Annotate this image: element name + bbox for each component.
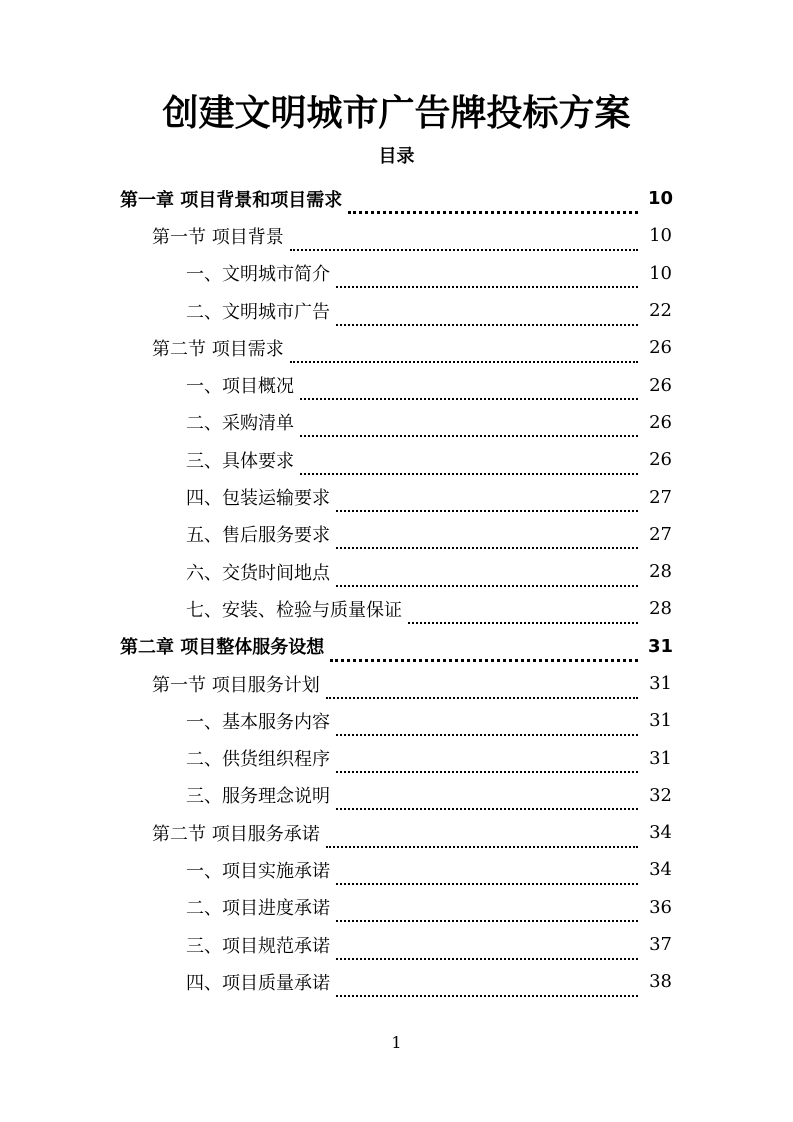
toc-entry-chapter[interactable] [0, 180, 793, 217]
toc-entry-page-number: 28 [649, 598, 672, 620]
toc-entry-item[interactable] [0, 590, 793, 627]
toc-entry-page-number: 36 [649, 896, 672, 918]
toc-entry-label: 第一节 项目背景 [152, 223, 288, 249]
toc-entry-page-number: 26 [649, 411, 672, 433]
toc-leader-dots [336, 900, 638, 922]
toc-entry-page-number: 26 [649, 449, 672, 471]
toc-leader-dots [348, 191, 638, 214]
toc-entry-label: 四、包装运输要求 [186, 484, 334, 510]
toc-entry-section[interactable] [0, 665, 793, 702]
toc-leader-dots [336, 975, 638, 997]
toc-entry-label: 四、项目质量承诺 [186, 969, 334, 995]
toc-entry-page-number: 10 [649, 225, 672, 247]
toc-entry-label: 五、售后服务要求 [186, 521, 334, 547]
toc-leader-dots [336, 938, 638, 960]
toc-leader-dots [330, 639, 638, 662]
toc-entry-item[interactable] [0, 516, 793, 553]
toc-leader-dots [336, 714, 638, 736]
toc-leader-dots [300, 378, 638, 400]
toc-entry-page-number: 27 [649, 486, 672, 508]
toc-leader-dots [336, 266, 638, 288]
toc-entry-item[interactable] [0, 441, 793, 478]
toc-entry-page-number: 22 [649, 300, 672, 322]
toc-entry-item[interactable] [0, 963, 793, 1000]
toc-entry-label: 第二章 项目整体服务设想 [120, 633, 328, 659]
toc-entry-item[interactable] [0, 292, 793, 329]
toc-leader-dots [336, 863, 638, 885]
toc-entry-label: 一、项目实施承诺 [186, 857, 334, 883]
toc-leader-dots [336, 490, 638, 512]
toc-entry-label: 三、具体要求 [186, 447, 298, 473]
toc-entry-label: 第二节 项目服务承诺 [152, 820, 324, 846]
toc-entry-page-number: 27 [649, 523, 672, 545]
toc-entry-item[interactable] [0, 739, 793, 776]
toc-entry-label: 二、供货组织程序 [186, 745, 334, 771]
toc-entry-label: 二、项目进度承诺 [186, 894, 334, 920]
toc-entry-label: 六、交货时间地点 [186, 559, 334, 585]
toc-entry-page-number: 31 [649, 710, 672, 732]
toc-leader-dots [290, 341, 638, 363]
toc-entry-label: 七、安装、检验与质量保证 [186, 596, 406, 622]
toc-entry-item[interactable] [0, 553, 793, 590]
toc-entry-item[interactable] [0, 255, 793, 292]
toc-entry-label: 三、服务理念说明 [186, 782, 334, 808]
toc-leader-dots [290, 229, 638, 251]
toc-entry-label: 一、基本服务内容 [186, 708, 334, 734]
toc-entry-label: 三、项目规范承诺 [186, 932, 334, 958]
toc-entry-page-number: 34 [649, 822, 672, 844]
toc-entry-label: 第二节 项目需求 [152, 335, 288, 361]
toc-entry-label: 一、项目概况 [186, 372, 298, 398]
toc-entry-page-number: 28 [649, 561, 672, 583]
toc-entry-item[interactable] [0, 702, 793, 739]
toc-entry-page-number: 10 [649, 262, 672, 284]
toc-entry-page-number: 31 [649, 747, 672, 769]
toc-entry-section[interactable] [0, 217, 793, 254]
toc-entry-page-number: 34 [649, 859, 672, 881]
toc-entry-page-number: 38 [649, 971, 672, 993]
toc-entry-page-number: 26 [649, 337, 672, 359]
table-of-contents [0, 180, 793, 1001]
page-number: 1 [391, 1033, 402, 1052]
toc-entry-item[interactable] [0, 404, 793, 441]
toc-entry-page-number: 10 [648, 188, 674, 210]
toc-entry-item[interactable] [0, 366, 793, 403]
toc-entry-item[interactable] [0, 926, 793, 963]
toc-entry-page-number: 32 [649, 784, 672, 806]
toc-leader-dots [336, 751, 638, 773]
toc-heading: 目录 [378, 146, 415, 167]
toc-entry-item[interactable] [0, 777, 793, 814]
toc-leader-dots [336, 565, 638, 587]
toc-leader-dots [336, 788, 638, 810]
toc-leader-dots [336, 527, 638, 549]
toc-entry-label: 第一章 项目背景和项目需求 [120, 186, 346, 212]
toc-leader-dots [336, 304, 638, 326]
toc-entry-page-number: 26 [649, 374, 672, 396]
toc-entry-item[interactable] [0, 478, 793, 515]
toc-entry-item[interactable] [0, 889, 793, 926]
toc-entry-section[interactable] [0, 814, 793, 851]
toc-entry-page-number: 31 [649, 673, 672, 694]
toc-leader-dots [326, 826, 638, 848]
toc-entry-chapter[interactable] [0, 628, 793, 665]
toc-entry-label: 一、文明城市简介 [186, 260, 334, 286]
toc-entry-section[interactable] [0, 329, 793, 366]
document-title: 创建文明城市广告牌投标方案 [162, 93, 631, 134]
toc-leader-dots [408, 602, 638, 624]
toc-entry-page-number: 31 [648, 635, 674, 657]
toc-leader-dots [300, 415, 638, 437]
toc-leader-dots [300, 453, 638, 475]
toc-entry-label: 二、文明城市广告 [186, 298, 334, 324]
toc-leader-dots [326, 677, 638, 699]
toc-entry-label: 二、采购清单 [186, 409, 298, 435]
toc-entry-label: 第一节 项目服务计划 [152, 671, 324, 697]
toc-entry-item[interactable] [0, 851, 793, 888]
toc-entry-page-number: 37 [649, 934, 672, 956]
